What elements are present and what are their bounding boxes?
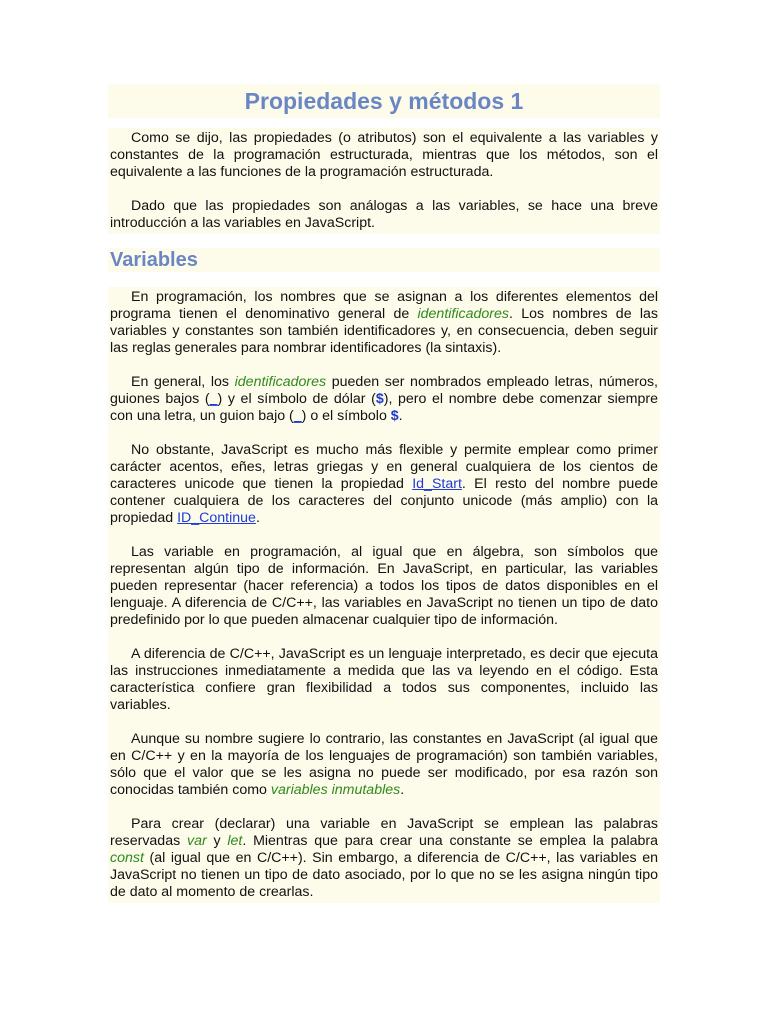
paragraph: No obstante, JavaScript es mucho más flexible y permite emplear como primer carácter acentos, eñes, letras griegas y en general cualquiera de los cientos de caracteres unicode que tienen la propiedad Id_Start. El resto del nombre puede contener cualquiera de los caracteres del conjunto unicode (más amplio) con la propiedad ID_Continue. [110,442,658,526]
id-continue-link[interactable]: ID_Continue [177,510,256,526]
variables-section [108,287,660,903]
paragraph: En programación, los nombres que se asignan a los diferentes elementos del programa tienen el denominativo general de identificadores. Los nombres de las variables y constantes son también identificadores y, en consecuencia, deben seguir las reglas generales para nombrar identificadores (la sintaxis). [110,289,658,356]
underscore-symbol: _ [293,408,302,424]
paragraph: Para crear (declarar) una variable en JavaScript se emplean las palabras reservadas var y let. Mientras que para crear una constante se emplea la palabra const (al igual que en C/C++). Sin embargo, a diferencia de C/C++, las variables en JavaScript no tienen un tipo de dato asociado, por lo que no se les asigna ningún tipo de dato al momento de crearlas. [110,816,659,900]
term-highlight: identificadores [234,374,327,390]
paragraph: Como se dijo, las propiedades (o atributos) son el equivalente a las variables y constantes de la programación estructurada, mientras que los métodos, son el equivalente a las funciones de la programación estructurada. [110,130,658,180]
paragraph: En general, los identificadores pueden ser nombrados empleado letras, números, guiones bajos (_) y el símbolo de dólar ($), pero el nombre debe comenzar siempre con una letra, un guion bajo (_) o el símbolo $. [110,374,658,424]
id-start-link[interactable]: Id_Start [412,476,462,492]
keyword-let: let [227,833,243,849]
term-highlight: identificadores [417,306,509,322]
paragraph: Dado que las propiedades son análogas a las variables, se hace una breve introducción a las variables en JavaScript. [110,198,658,231]
term-highlight: variables inmutables [270,782,401,798]
dollar-symbol: $ [375,391,384,407]
paragraph: Aunque su nombre sugiere lo contrario, las constantes en JavaScript (al igual que en C/C++ y en la mayoría de los lenguajes de programación) son también variables, sólo que el valor que se les asigna no puede ser modificado, por esa razón son conocidas también como variables inmutables. [110,731,658,798]
underscore-symbol: _ [209,391,218,407]
section-heading: Variables [108,248,660,272]
keyword-const: const [110,850,144,866]
page-title: Propiedades y métodos 1 [108,84,660,118]
dollar-symbol: $ [390,408,399,424]
intro-section [108,128,660,234]
paragraph: A diferencia de C/C++, JavaScript es un lenguaje interpretado, es decir que ejecuta las instrucciones inmediatamente a medida que las va leyendo en el código. Esta característica confiere gran flexibilidad a todos sus componentes, incluido las variables. [110,646,658,713]
keyword-var: var [186,833,207,849]
document-page [108,84,660,903]
paragraph: Las variable en programación, al igual que en álgebra, son símbolos que representan algún tipo de información. En JavaScript, en particular, las variables pueden representar (hacer referencia) a todos los tipos de datos disponibles en el lenguaje. A diferencia de C/C++, las variables en JavaScript no tienen un tipo de dato predefinido por lo que pueden almacenar cualquier tipo de información. [110,544,658,628]
